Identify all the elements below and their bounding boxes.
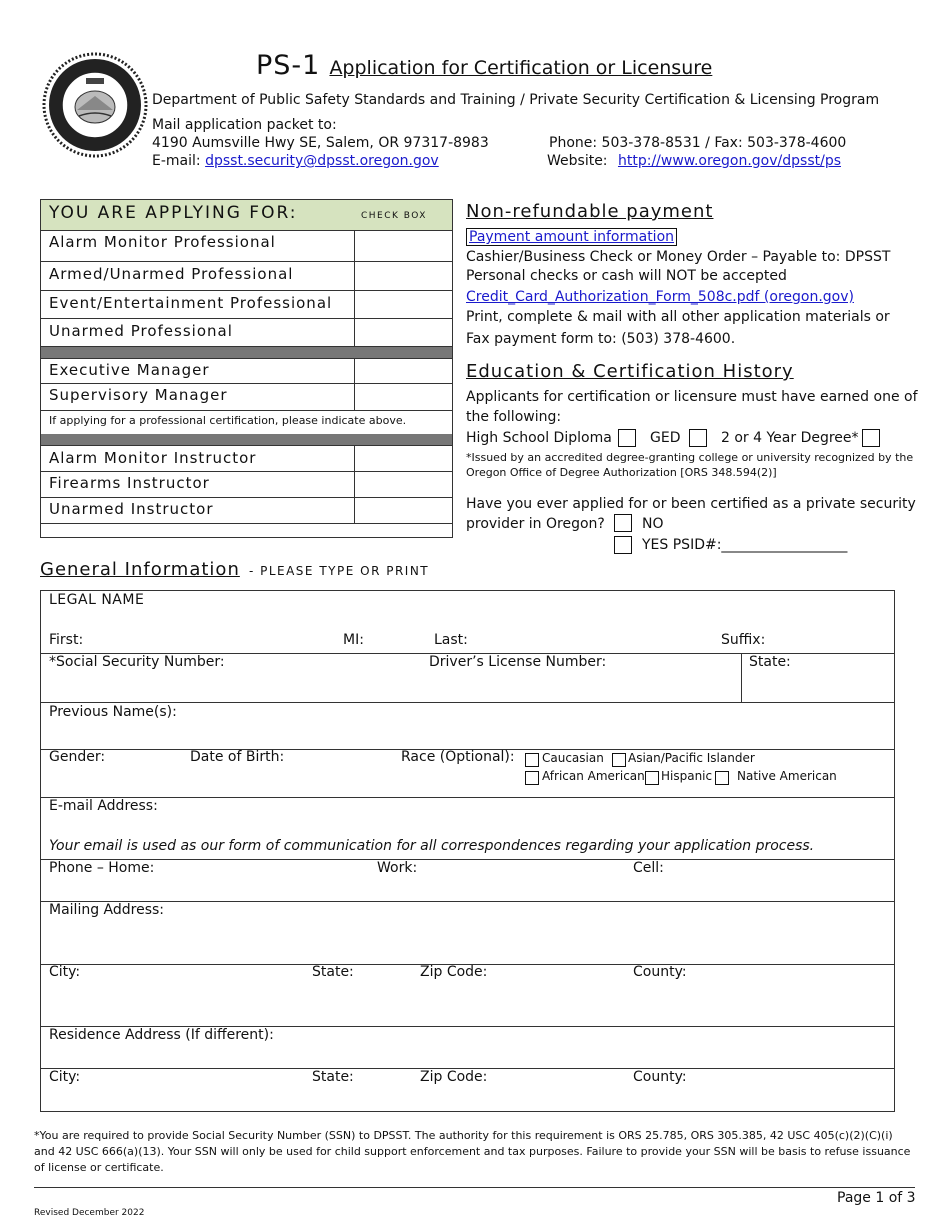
row-unarmed-instructor [41, 498, 452, 524]
general-info-form [40, 590, 895, 1112]
first-name-field[interactable]: First: [49, 632, 84, 648]
checkbox-unarmed-instructor[interactable] [354, 498, 452, 523]
suffix-field[interactable]: Suffix: [721, 632, 766, 648]
phone-home-field[interactable]: Phone – Home: [49, 860, 155, 876]
phone-work-field[interactable]: Work: [377, 860, 418, 876]
email-address-field[interactable]: E-mail Address: [49, 798, 158, 814]
option-label: Alarm Monitor Professional [49, 233, 276, 251]
row-supervisory-manager [41, 384, 452, 411]
ssn-note-line-2: and 42 USC 666(a)(13). Your SSN will only be used for child support enforcement and tax purposes. Failure to provide your SSN will be basis to refuse issuance [34, 1145, 911, 1158]
previous-names-field[interactable]: Previous Name(s): [49, 704, 177, 720]
footer-rule [34, 1187, 915, 1188]
race-option-label: Native American [737, 769, 837, 783]
website-link[interactable]: http://www.oregon.gov/dpsst/ps [617, 153, 841, 169]
residence-state-field[interactable]: State: [312, 1069, 354, 1085]
form-code: PS-1 [256, 50, 321, 81]
prior-cert-yes-checkbox[interactable] [614, 536, 632, 554]
form-title: Application for Certification or Licensure [329, 57, 713, 79]
prior-cert-question-2: provider in Oregon? [466, 516, 605, 532]
ssn-note-line-1: *You are required to provide Social Security Number (SSN) to DPSST. The authority for this requirement is ORS 25.785, ORS 305.385, 42 USC 405(c)(2)(C)(i) [34, 1129, 893, 1142]
prior-cert-question-1: Have you ever applied for or been certified as a private security [466, 496, 916, 512]
race-hispanic-checkbox[interactable] [645, 771, 659, 785]
option-label: Supervisory Manager [49, 386, 228, 404]
race-option-label: Caucasian [542, 751, 604, 765]
race-label: Race (Optional): [401, 749, 515, 765]
mailing-city-field[interactable]: City: [49, 964, 81, 980]
residence-city-field[interactable]: City: [49, 1069, 81, 1085]
option-label: Executive Manager [49, 361, 210, 379]
department-line: Department of Public Safety Standards and Training / Private Security Certification & Licensing Program [152, 92, 880, 108]
payment-line-1: Cashier/Business Check or Money Order – Payable to: DPSST [466, 249, 891, 265]
mailing-address: 4190 Aumsville Hwy SE, Salem, OR 97317-8983 [152, 135, 489, 151]
option-degree-label: 2 or 4 Year Degree* [721, 430, 859, 446]
option-high-school-label: High School Diploma [466, 430, 612, 446]
professional-note: If applying for a professional certification, please indicate above. [49, 414, 407, 427]
option-label: Unarmed Professional [49, 322, 233, 340]
oregon-dpsst-seal [42, 52, 148, 158]
prior-cert-no-label: NO [642, 516, 664, 532]
payment-amount-link[interactable]: Payment amount information [466, 228, 677, 246]
phone-cell-field[interactable]: Cell: [633, 860, 664, 876]
payment-title: Non-refundable payment [466, 201, 714, 222]
education-title: Education & Certification History [466, 361, 794, 382]
ssn-note-line-3: of license or certificate. [34, 1161, 164, 1174]
race-option-label: Hispanic [661, 769, 713, 783]
race-caucasian-checkbox[interactable] [525, 753, 539, 767]
ssn-field[interactable]: *Social Security Number: [49, 654, 225, 670]
row-alarm-monitor-professional [41, 231, 452, 262]
revised-date: Revised December 2022 [34, 1208, 145, 1218]
form-divider [741, 653, 742, 702]
option-label: Event/Entertainment Professional [49, 294, 333, 312]
last-name-field[interactable]: Last: [434, 632, 468, 648]
mailing-county-field[interactable]: County: [633, 964, 687, 980]
checkbox-armed-unarmed-professional[interactable] [354, 262, 452, 290]
form-divider [41, 901, 894, 902]
race-african-american-checkbox[interactable] [525, 771, 539, 785]
dl-state-field[interactable]: State: [749, 654, 791, 670]
form-divider [41, 797, 894, 798]
page-number: Page 1 of 3 [837, 1190, 916, 1206]
checkbox-unarmed-professional[interactable] [354, 319, 452, 346]
email-note: Your email is used as our form of communication for all correspondences regarding your application process. [49, 838, 815, 854]
payment-line-4: Fax payment form to: (503) 378-4600. [466, 331, 736, 347]
ged-checkbox[interactable] [689, 429, 707, 447]
degree-note-2: Oregon Office of Degree Authorization [ORS 348.594(2)] [466, 466, 777, 479]
option-label: Alarm Monitor Instructor [49, 449, 257, 467]
row-firearms-instructor [41, 472, 452, 498]
high-school-checkbox[interactable] [618, 429, 636, 447]
residence-address-field[interactable]: Residence Address (If different): [49, 1027, 274, 1043]
general-info-title: General Information [40, 559, 240, 580]
email-label: E-mail: [152, 153, 201, 169]
race-native-american-checkbox[interactable] [715, 771, 729, 785]
race-option-label: Asian/Pacific Islander [628, 751, 755, 765]
payment-line-2: Personal checks or cash will NOT be accepted [466, 268, 787, 284]
check-box-label: CHECK BOX [361, 211, 427, 221]
row-executive-manager [41, 358, 452, 384]
row-alarm-monitor-instructor [41, 445, 452, 472]
degree-checkbox[interactable] [862, 429, 880, 447]
legal-name-label: LEGAL NAME [49, 592, 145, 608]
row-unarmed-professional [41, 319, 452, 347]
option-label: Unarmed Instructor [49, 500, 214, 518]
option-label: Firearms Instructor [49, 474, 210, 492]
prior-cert-no-checkbox[interactable] [614, 514, 632, 532]
checkbox-executive-manager[interactable] [354, 359, 452, 383]
checkbox-alarm-monitor-professional[interactable] [354, 231, 452, 261]
checkbox-firearms-instructor[interactable] [354, 472, 452, 497]
checkbox-event-entertainment-professional[interactable] [354, 291, 452, 318]
gender-field[interactable]: Gender: [49, 749, 106, 765]
mailing-state-field[interactable]: State: [312, 964, 354, 980]
middle-initial-field[interactable]: MI: [343, 632, 364, 648]
email-link[interactable]: dpsst.security@dpsst.oregon.gov [205, 153, 439, 169]
credit-card-form-link[interactable]: Credit_Card_Authorization_Form_508c.pdf (oregon.gov) [466, 289, 854, 305]
residence-county-field[interactable]: County: [633, 1069, 687, 1085]
race-asian-checkbox[interactable] [612, 753, 626, 767]
website-label: Website: [547, 153, 608, 169]
row-armed-unarmed-professional [41, 262, 452, 291]
option-ged-label: GED [650, 430, 681, 446]
general-info-subtitle: - PLEASE TYPE OR PRINT [248, 564, 430, 578]
mailing-address-field[interactable]: Mailing Address: [49, 902, 165, 918]
applying-for-table [40, 199, 453, 538]
divider-bar [41, 347, 452, 358]
date-of-birth-field[interactable]: Date of Birth: [190, 749, 285, 765]
education-intro-1: Applicants for certification or licensure must have earned one of [466, 389, 918, 405]
phone-fax: Phone: 503-378-8531 / Fax: 503-378-4600 [549, 135, 847, 151]
mailing-zip-field[interactable]: Zip Code: [420, 964, 488, 980]
residence-zip-field[interactable]: Zip Code: [420, 1069, 488, 1085]
education-intro-2: the following: [466, 409, 562, 425]
option-label: Armed/Unarmed Professional [49, 265, 294, 283]
row-note [41, 411, 452, 434]
degree-note-1: *Issued by an accredited degree-granting college or university recognized by the [466, 451, 914, 464]
row-event-entertainment-professional [41, 291, 452, 319]
divider-bar [41, 434, 452, 445]
form-divider [41, 702, 894, 703]
mail-label: Mail application packet to: [152, 117, 337, 133]
payment-line-3: Print, complete & mail with all other application materials or [466, 309, 890, 325]
race-option-label: African American [542, 769, 645, 783]
applying-for-heading: YOU ARE APPLYING FOR: [49, 203, 298, 223]
applying-for-header [41, 200, 452, 231]
checkbox-supervisory-manager[interactable] [354, 384, 452, 410]
form-divider [41, 859, 894, 860]
prior-cert-yes-psid[interactable]: YES PSID#:__________________ [642, 537, 848, 553]
checkbox-alarm-monitor-instructor[interactable] [354, 446, 452, 471]
drivers-license-field[interactable]: Driver’s License Number: [429, 654, 607, 670]
